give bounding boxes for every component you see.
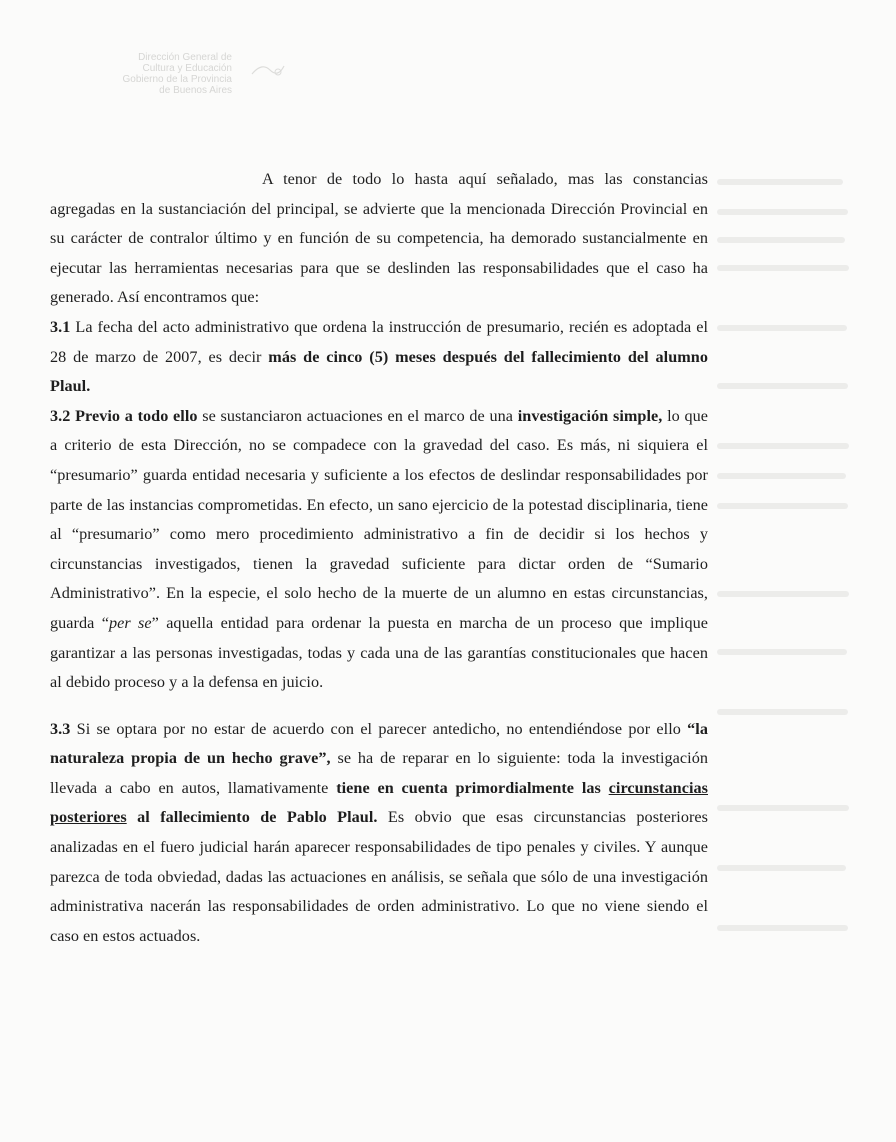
latin-phrase: per se [108,613,152,632]
paragraph-text: Si se optara por no estar de acuerdo con el parecer antedicho, no entendiéndose por ello [70,719,688,738]
paragraph-emphasis: tiene en cuenta primordialmente las [336,778,609,797]
paragraph-text: Es obvio que esas circunstancias posteriores analizadas en el fuero judicial harán aparecer responsabilidades de tipo penales y civiles. Y aunque parezca de toda obviedad, dadas las actuaciones en análisis, se señala que sólo de una investigación administrativa nacerán las responsabilidades de orden administrativo. Lo que no viene siendo el caso en estos actuados. [50,808,708,945]
letterhead-line: Cultura y Educación [142,63,232,74]
paragraph-3-1 [50,313,708,402]
letterhead-emblem-icon [248,58,288,82]
paragraph-3-2 [50,402,708,698]
paragraph-number: 3.3 [50,719,71,738]
paragraph-number: 3.2 [50,406,71,425]
paragraph-text: se sustanciaron actuaciones en el marco de una [197,406,518,425]
intro-paragraph: A tenor de todo lo hasta aquí señalado, mas las constancias agregadas en la sustanciación del principal, se advierte que la mencionada Dirección Provincial en su carácter de contralor último y en función de su competencia, ha demorado sustancialmente en ejecutar las herramientas necesarias para que se deslinden las responsabilidades que el caso ha generado. Así encontramos que: [50,170,708,307]
letterhead [92,52,232,96]
underlined-emphasis: circunstancias posteriores [50,778,708,827]
letterhead-line: Dirección General de [138,52,232,63]
paragraph-3-3 [50,715,708,952]
paragraph-emphasis: Previo a todo ello [70,406,198,425]
paragraph-text: lo que a criterio de esta Dirección, no se compadece con la gravedad del caso. Es más, ni siquiera el “presumario” guarda entidad necesaria y suficiente a los efectos de deslindar responsabilidades por parte de las instancias comprometidas. En efecto, un sano ejercicio de la potestad disciplinaria, tiene al “presumario” como mero procedimiento administrativo a fin de decidir si los hechos y circunstancias investigados, tienen la gravedad suficiente para dictar orden de “Sumario Administrativo”. En la especie, el solo hecho de la muerte de un alumno en estas circunstancias, guarda “ [50,406,708,632]
letterhead-line: Gobierno de la Provincia [122,74,232,85]
paragraph-emphasis: investigación simple, [517,406,663,425]
document-body [50,165,708,951]
paragraph-number: 3.1 [50,317,71,336]
paragraph-text: La fecha del acto administrativo que ordena la instrucción de presumario, recién es adoptada el 28 de marzo de 2007, es decir [50,317,708,366]
letterhead-line: de Buenos Aires [159,85,232,96]
paragraph-emphasis: al fallecimiento de Pablo Plaul. [126,808,378,827]
paragraph-emphasis: “la naturaleza propia de un hecho grave”, [50,719,708,768]
paragraph-text: ” aquella entidad para ordenar la puesta en marcha de un proceso que implique garantizar a las personas investigadas, todas y cada una de las garantías constitucionales que hacen al debido proceso y a la defensa en juicio. [50,613,708,692]
paragraph-text: se ha de reparar en lo siguiente: toda la investigación llevada a cabo en autos, llamativamente [50,749,708,797]
paragraph-emphasis: más de cinco (5) meses después del fallecimiento del alumno Plaul. [50,347,708,396]
